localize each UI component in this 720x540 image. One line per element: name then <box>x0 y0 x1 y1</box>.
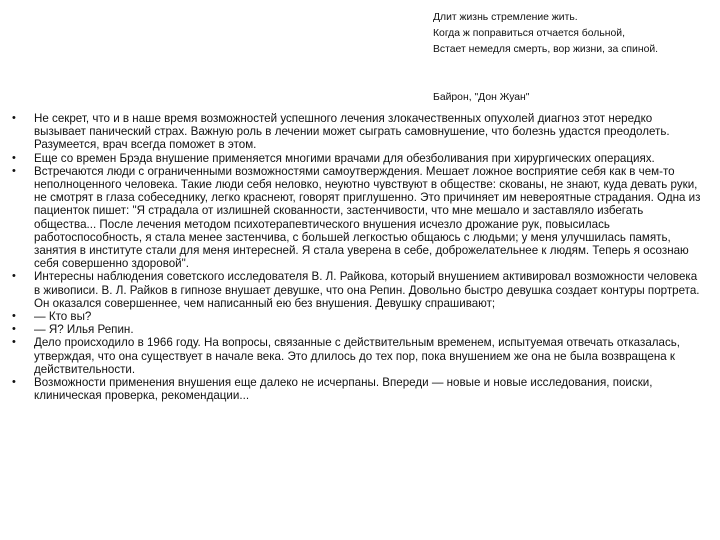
list-item <box>12 310 702 323</box>
bullet-icon: • <box>12 164 16 177</box>
list-item <box>12 165 702 271</box>
epigraph-line-3: Встает немедля смерть, вор жизни, за спиной. <box>433 44 659 55</box>
paragraph-text: Еще со времен Брэда внушение применяется многими врачами для обезболивания при хирургических операциях. <box>34 151 655 165</box>
bullet-icon: • <box>12 270 16 283</box>
epigraph-line-1: Длит жизнь стремление жить. <box>433 12 578 23</box>
list-item <box>12 336 702 376</box>
bullet-icon: • <box>12 376 16 389</box>
epigraph-attribution: Байрон, "Дон Жуан" <box>433 92 530 103</box>
paragraph-text: Не секрет, что и в наше время возможностей успешного лечения злокачественных опухолей диагноз этот нередко вызывает панический страх. Важную роль в лечении может сыграть самовнушение, что болезнь удастся преодолеть. Разумеется, врач всегда поможет в этом. <box>34 112 670 152</box>
epigraph-line-2: Когда ж поправиться отчается больной, <box>433 28 625 39</box>
paragraph-text: — Я? Илья Репин. <box>34 323 134 337</box>
bullet-icon: • <box>12 323 16 336</box>
bullet-icon: • <box>12 112 16 124</box>
paragraph-text: Интересны наблюдения советского исследователя В. Л. Райкова, который внушением активировал возможности человека в живописи. В. Л. Райков в гипнозе внушает девушке, что она Репин. Довольно быстро девушка создает контуры портрета. Он оказался совершеннее, чем написанный ею без внушения. Девушку спрашивают; <box>34 270 700 310</box>
epigraph <box>433 10 713 106</box>
bullet-icon: • <box>12 310 16 323</box>
list-item <box>12 270 702 310</box>
paragraph-text: — Кто вы? <box>34 310 92 324</box>
bullet-icon: • <box>12 151 16 164</box>
list-item <box>12 376 702 402</box>
paragraph-text: Дело происходило в 1966 году. На вопросы, связанные с действительным временем, испытуемая отвечать отказалась, утверждая, что она существует в начале века. Это длилось до тех пор, пока внушением же она не была возвращена к действительности. <box>34 336 681 376</box>
list-item <box>12 112 702 152</box>
bullet-icon: • <box>12 336 16 349</box>
paragraph-text: Возможности применения внушения еще далеко не исчерпаны. Впереди — новые и новые исследования, поиски, клиническая проверка, рекомендации... <box>34 376 653 403</box>
list-item <box>12 152 702 165</box>
paragraph-text: Встречаются люди с ограниченными возможностями самоутверждения. Мешает ложное восприятие себя как в чем-то неполноценного человека. Такие люди себя неловко, неуютно чувствуют в обществе: скованы, не знают, куда девать руки, не смотрят в глаза собеседнику, легко краснеют, говорят приглушенно. Это причиняет им невероятные страдания. Одна из пациенток пишет: "Я страдала от излишней скованности, застенчивости, что мне мешало и заставляло избегать общества... После лечения методом психотерапевтического внушения исчезло дрожание рук, повысилась работоспособность, я стала менее застенчива, с большей легкостью общаюсь с людьми; у меня улучшилась память, занятия в институте стали для меня интересней. Я стала уверена в себе, доброжелательнее к людям. Теперь я осознаю себя совершенно здоровой". <box>34 164 701 271</box>
bullet-list <box>12 112 702 402</box>
list-item <box>12 323 702 336</box>
